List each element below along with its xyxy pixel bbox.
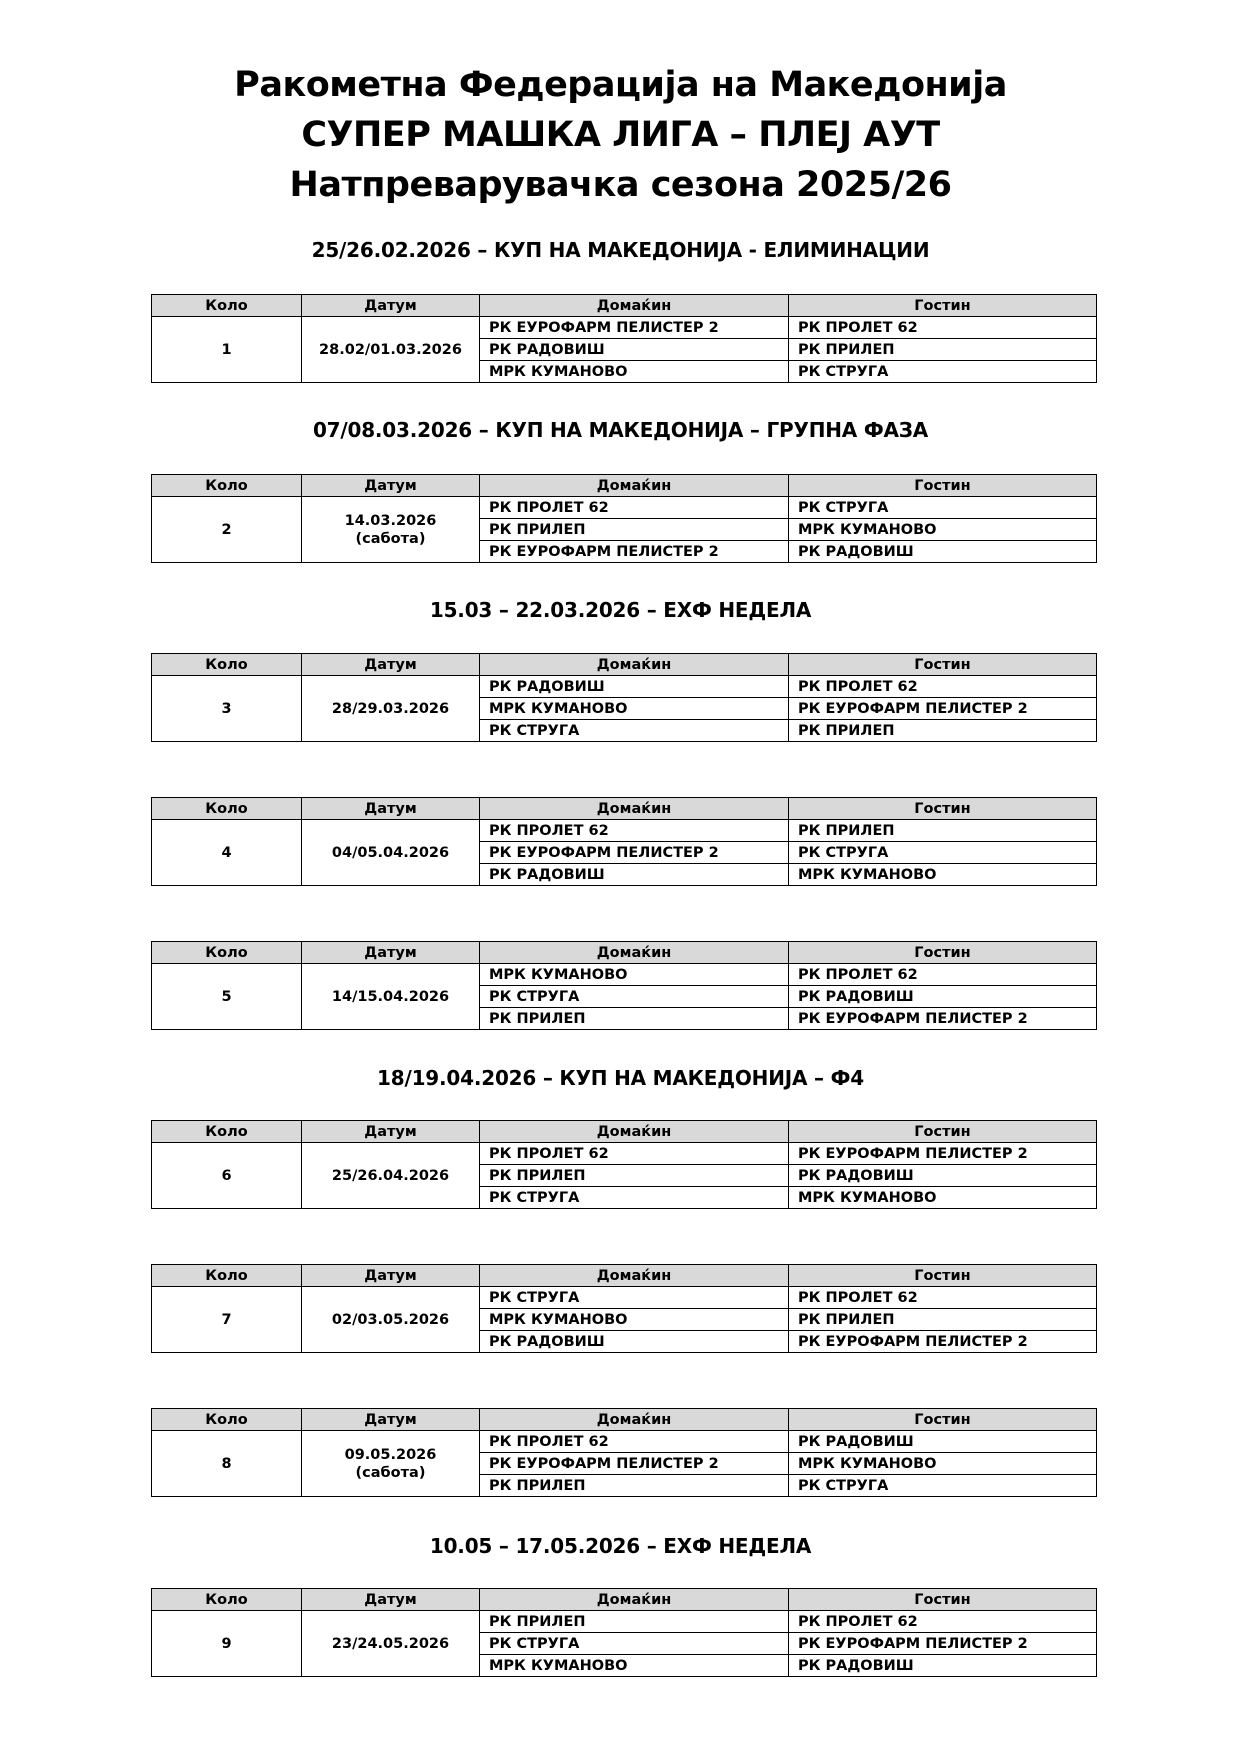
round-number: 5: [152, 964, 302, 1030]
away-team: РК ПРИЛЕП: [789, 339, 1097, 361]
column-header-round: Коло: [152, 1589, 302, 1611]
column-header-round: Коло: [152, 1121, 302, 1143]
column-header-round: Коло: [152, 654, 302, 676]
home-team: МРК КУМАНОВО: [480, 1655, 789, 1677]
column-header-away: Гостин: [789, 1121, 1097, 1143]
round-date-note: (сабота): [355, 1464, 426, 1481]
round-date-value: 25/26.04.2026: [331, 1167, 450, 1184]
home-team: РК СТРУГА: [480, 1287, 789, 1309]
home-team: РК ЕУРОФАРМ ПЕЛИСТЕР 2: [480, 1453, 789, 1475]
home-team: РК РАДОВИШ: [480, 676, 789, 698]
column-header-date: Датум: [302, 942, 480, 964]
away-team: РК ЕУРОФАРМ ПЕЛИСТЕР 2: [789, 1331, 1097, 1353]
column-header-home: Домаќин: [480, 295, 789, 317]
away-team: РК ЕУРОФАРМ ПЕЛИСТЕР 2: [789, 1633, 1097, 1655]
away-team: РК РАДОВИШ: [789, 986, 1097, 1008]
round-date-value: 09.05.2026: [344, 1446, 437, 1463]
phase-heading: 10.05 – 17.05.2026 – ЕХФ НЕДЕЛА: [429, 1534, 812, 1558]
column-header-round: Коло: [152, 942, 302, 964]
round-table: [151, 294, 1097, 383]
round-number: 9: [152, 1611, 302, 1677]
home-team: МРК КУМАНОВО: [480, 1309, 789, 1331]
column-header-date: Датум: [302, 1409, 480, 1431]
home-team: РК ПРИЛЕП: [480, 519, 789, 541]
column-header-round: Коло: [152, 475, 302, 497]
column-header-away: Гостин: [789, 475, 1097, 497]
home-team: РК РАДОВИШ: [480, 864, 789, 886]
match-row: [152, 676, 1097, 698]
column-header-date: Датум: [302, 295, 480, 317]
header-row: [152, 1121, 1097, 1143]
away-team: РК ЕУРОФАРМ ПЕЛИСТЕР 2: [789, 1008, 1097, 1030]
header-row: [152, 798, 1097, 820]
match-row: [152, 1143, 1097, 1165]
away-team: РК РАДОВИШ: [789, 541, 1097, 563]
away-team: РК ПРИЛЕП: [789, 1309, 1097, 1331]
away-team: РК ПРОЛЕТ 62: [789, 1287, 1097, 1309]
away-team: РК ПРОЛЕТ 62: [789, 964, 1097, 986]
column-header-home: Домаќин: [480, 654, 789, 676]
column-header-away: Гостин: [789, 1409, 1097, 1431]
round-number: 3: [152, 676, 302, 742]
match-row: [152, 497, 1097, 519]
round-number: 6: [152, 1143, 302, 1209]
round-date: [302, 820, 480, 886]
column-header-away: Гостин: [789, 1589, 1097, 1611]
home-team: РК ЕУРОФАРМ ПЕЛИСТЕР 2: [480, 842, 789, 864]
column-header-home: Домаќин: [480, 1409, 789, 1431]
home-team: РК ЕУРОФАРМ ПЕЛИСТЕР 2: [480, 541, 789, 563]
column-header-round: Коло: [152, 798, 302, 820]
away-team: МРК КУМАНОВО: [789, 519, 1097, 541]
league-title: СУПЕР МАШКА ЛИГА – ПЛЕЈ АУТ: [301, 115, 940, 155]
round-date: [302, 1143, 480, 1209]
phase-heading: 18/19.04.2026 – КУП НА МАКЕДОНИЈА – Ф4: [377, 1066, 864, 1090]
round-number: 2: [152, 497, 302, 563]
column-header-home: Домаќин: [480, 1589, 789, 1611]
header-row: [152, 654, 1097, 676]
column-header-date: Датум: [302, 475, 480, 497]
round-date-value: 23/24.05.2026: [331, 1635, 450, 1652]
round-date-note: (сабота): [355, 530, 426, 547]
round-date-value: 28/29.03.2026: [331, 700, 450, 717]
column-header-away: Гостин: [789, 1265, 1097, 1287]
match-row: [152, 317, 1097, 339]
home-team: РК ПРИЛЕП: [480, 1611, 789, 1633]
home-team: РК ПРОЛЕТ 62: [480, 497, 789, 519]
column-header-round: Коло: [152, 295, 302, 317]
header-row: [152, 1409, 1097, 1431]
home-team: РК ЕУРОФАРМ ПЕЛИСТЕР 2: [480, 317, 789, 339]
federation-title: Ракометна Федерација на Македонија: [234, 65, 1007, 105]
column-header-away: Гостин: [789, 798, 1097, 820]
season-title: Натпреварувачка сезона 2025/26: [289, 165, 952, 205]
home-team: РК СТРУГА: [480, 986, 789, 1008]
away-team: РК ПРИЛЕП: [789, 720, 1097, 742]
round-date: [302, 497, 480, 563]
header-row: [152, 295, 1097, 317]
round-date: [302, 676, 480, 742]
round-number: 4: [152, 820, 302, 886]
away-team: РК ПРОЛЕТ 62: [789, 676, 1097, 698]
column-header-round: Коло: [152, 1265, 302, 1287]
home-team: РК ПРОЛЕТ 62: [480, 1431, 789, 1453]
match-row: [152, 1431, 1097, 1453]
home-team: РК ПРИЛЕП: [480, 1475, 789, 1497]
home-team: РК СТРУГА: [480, 1187, 789, 1209]
home-team: РК ПРИЛЕП: [480, 1165, 789, 1187]
away-team: МРК КУМАНОВО: [789, 1453, 1097, 1475]
home-team: РК РАДОВИШ: [480, 1331, 789, 1353]
home-team: МРК КУМАНОВО: [480, 361, 789, 383]
round-date-value: 02/03.05.2026: [331, 1311, 450, 1328]
round-table: [151, 797, 1097, 886]
away-team: РК СТРУГА: [789, 361, 1097, 383]
home-team: РК СТРУГА: [480, 1633, 789, 1655]
column-header-away: Гостин: [789, 942, 1097, 964]
column-header-away: Гостин: [789, 654, 1097, 676]
column-header-date: Датум: [302, 1589, 480, 1611]
header-row: [152, 1265, 1097, 1287]
round-date-value: 28.02/01.03.2026: [319, 341, 462, 358]
header-row: [152, 942, 1097, 964]
away-team: РК ПРОЛЕТ 62: [789, 1611, 1097, 1633]
match-row: [152, 964, 1097, 986]
column-header-date: Датум: [302, 654, 480, 676]
round-date-value: 14/15.04.2026: [331, 988, 450, 1005]
round-table: [151, 1588, 1097, 1677]
column-header-away: Гостин: [789, 295, 1097, 317]
round-date: [302, 317, 480, 383]
away-team: РК ЕУРОФАРМ ПЕЛИСТЕР 2: [789, 1143, 1097, 1165]
round-table: [151, 1408, 1097, 1497]
away-team: РК РАДОВИШ: [789, 1165, 1097, 1187]
home-team: РК СТРУГА: [480, 720, 789, 742]
away-team: МРК КУМАНОВО: [789, 1187, 1097, 1209]
column-header-home: Домаќин: [480, 942, 789, 964]
away-team: РК РАДОВИШ: [789, 1431, 1097, 1453]
column-header-home: Домаќин: [480, 475, 789, 497]
header-row: [152, 475, 1097, 497]
round-date-value: 04/05.04.2026: [331, 844, 450, 861]
round-date-value: 14.03.2026: [344, 512, 437, 529]
home-team: РК ПРОЛЕТ 62: [480, 820, 789, 842]
round-date: [302, 1611, 480, 1677]
column-header-date: Датум: [302, 798, 480, 820]
away-team: МРК КУМАНОВО: [789, 864, 1097, 886]
column-header-date: Датум: [302, 1121, 480, 1143]
home-team: РК ПРИЛЕП: [480, 1008, 789, 1030]
round-table: [151, 1264, 1097, 1353]
away-team: РК ПРИЛЕП: [789, 820, 1097, 842]
round-number: 8: [152, 1431, 302, 1497]
round-table: [151, 941, 1097, 1030]
away-team: РК СТРУГА: [789, 497, 1097, 519]
phase-heading: 15.03 – 22.03.2026 – ЕХФ НЕДЕЛА: [429, 598, 812, 622]
round-date: [302, 964, 480, 1030]
round-date: [302, 1287, 480, 1353]
header-row: [152, 1589, 1097, 1611]
phase-heading: 07/08.03.2026 – КУП НА МАКЕДОНИЈА – ГРУПНА ФАЗА: [312, 418, 929, 442]
away-team: РК СТРУГА: [789, 842, 1097, 864]
home-team: МРК КУМАНОВО: [480, 964, 789, 986]
home-team: РК РАДОВИШ: [480, 339, 789, 361]
round-table: [151, 1120, 1097, 1209]
round-number: 7: [152, 1287, 302, 1353]
round-date: [302, 1431, 480, 1497]
away-team: РК СТРУГА: [789, 1475, 1097, 1497]
round-table: [151, 474, 1097, 563]
column-header-home: Домаќин: [480, 1265, 789, 1287]
document-title: [0, 60, 1241, 210]
match-row: [152, 1611, 1097, 1633]
column-header-date: Датум: [302, 1265, 480, 1287]
round-table: [151, 653, 1097, 742]
match-row: [152, 820, 1097, 842]
phase-heading: 25/26.02.2026 – КУП НА МАКЕДОНИЈА - ЕЛИМИНАЦИИ: [311, 238, 930, 262]
away-team: РК ЕУРОФАРМ ПЕЛИСТЕР 2: [789, 698, 1097, 720]
match-row: [152, 1287, 1097, 1309]
column-header-round: Коло: [152, 1409, 302, 1431]
home-team: МРК КУМАНОВО: [480, 698, 789, 720]
round-number: 1: [152, 317, 302, 383]
away-team: РК ПРОЛЕТ 62: [789, 317, 1097, 339]
home-team: РК ПРОЛЕТ 62: [480, 1143, 789, 1165]
column-header-home: Домаќин: [480, 1121, 789, 1143]
column-header-home: Домаќин: [480, 798, 789, 820]
away-team: РК РАДОВИШ: [789, 1655, 1097, 1677]
